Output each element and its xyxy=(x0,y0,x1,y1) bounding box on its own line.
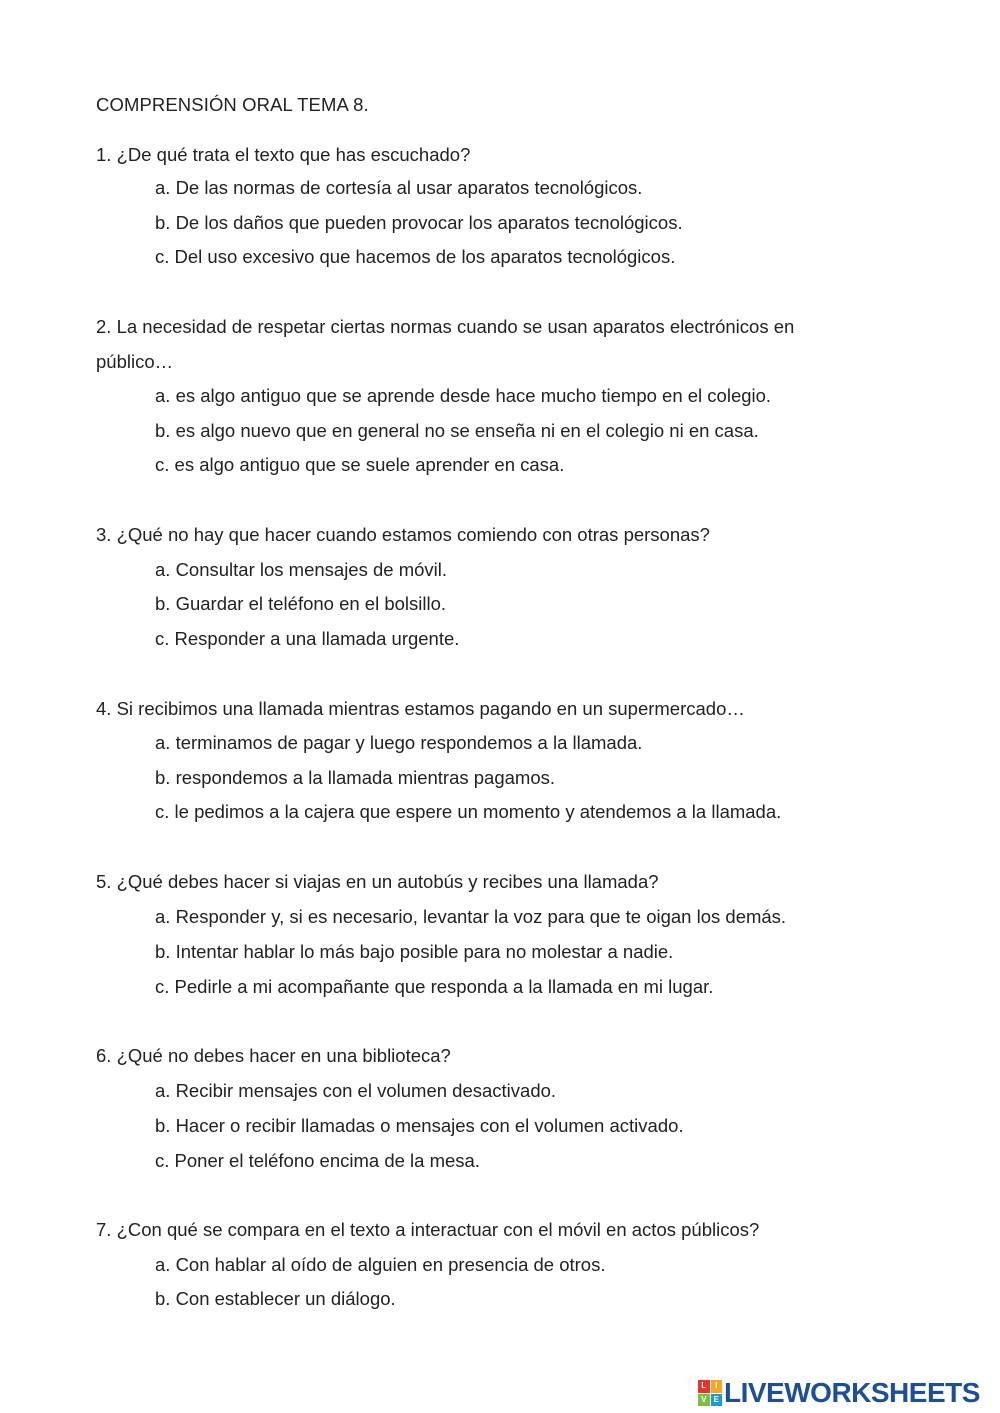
logo-mark-l: L xyxy=(698,1380,710,1393)
question-2-continued: público… xyxy=(96,351,174,372)
question-4-option-c[interactable]: c. le pedimos a la cajera que espere un momento y atendemos a la llamada. xyxy=(155,801,782,822)
logo-mark-v: V xyxy=(698,1394,710,1407)
question-2-option-a[interactable]: a. es algo antiguo que se aprende desde hace mucho tiempo en el colegio. xyxy=(155,385,772,406)
question-3-option-b[interactable]: b. Guardar el teléfono en el bolsillo. xyxy=(155,593,447,614)
question-7-option-b[interactable]: b. Con establecer un diálogo. xyxy=(155,1288,396,1309)
question-1-option-b[interactable]: b. De los daños que pueden provocar los aparatos tecnológicos. xyxy=(155,212,683,233)
question-3-option-c[interactable]: c. Responder a una llamada urgente. xyxy=(155,628,460,649)
question-6-option-c[interactable]: c. Poner el teléfono encima de la mesa. xyxy=(155,1150,480,1171)
question-1-option-a[interactable]: a. De las normas de cortesía al usar aparatos tecnológicos. xyxy=(155,177,643,198)
question-3: 3. ¿Qué no hay que hacer cuando estamos comiendo con otras personas? xyxy=(96,524,710,545)
question-4-option-b[interactable]: b. respondemos a la llamada mientras pagamos. xyxy=(155,767,556,788)
question-5-option-c[interactable]: c. Pedirle a mi acompañante que responda a la llamada en mi lugar. xyxy=(155,976,714,997)
liveworksheets-logo-icon xyxy=(698,1380,722,1406)
question-3-option-a[interactable]: a. Consultar los mensajes de móvil. xyxy=(155,559,448,580)
question-5: 5. ¿Qué debes hacer si viajas en un autobús y recibes una llamada? xyxy=(96,871,659,892)
question-4: 4. Si recibimos una llamada mientras estamos pagando en un supermercado… xyxy=(96,698,745,719)
question-6: 6. ¿Qué no debes hacer en una biblioteca? xyxy=(96,1045,451,1066)
question-2: 2. La necesidad de respetar ciertas normas cuando se usan aparatos electrónicos en xyxy=(96,316,795,337)
question-5-option-a[interactable]: a. Responder y, si es necesario, levantar la voz para que te oigan los demás. xyxy=(155,906,787,927)
liveworksheets-logo[interactable] xyxy=(698,1378,980,1408)
logo-mark-e: E xyxy=(711,1394,723,1407)
question-1: 1. ¿De qué trata el texto que has escuchado? xyxy=(96,144,471,165)
question-4-option-a[interactable]: a. terminamos de pagar y luego respondemos a la llamada. xyxy=(155,732,643,753)
question-6-option-b[interactable]: b. Hacer o recibir llamadas o mensajes con el volumen activado. xyxy=(155,1115,684,1136)
question-2-option-b[interactable]: b. es algo nuevo que en general no se enseña ni en el colegio ni en casa. xyxy=(155,420,759,441)
question-1-option-c[interactable]: c. Del uso excesivo que hacemos de los aparatos tecnológicos. xyxy=(155,246,676,267)
question-6-option-a[interactable]: a. Recibir mensajes con el volumen desactivado. xyxy=(155,1080,557,1101)
page-title: COMPRENSIÓN ORAL TEMA 8. xyxy=(96,94,369,115)
question-7: 7. ¿Con qué se compara en el texto a interactuar con el móvil en actos públicos? xyxy=(96,1219,760,1240)
question-2-option-c[interactable]: c. es algo antiguo que se suele aprender en casa. xyxy=(155,454,565,475)
question-5-option-b[interactable]: b. Intentar hablar lo más bajo posible para no molestar a nadie. xyxy=(155,941,674,962)
logo-text: LIVEWORKSHEETS xyxy=(724,1377,980,1408)
question-7-option-a[interactable]: a. Con hablar al oído de alguien en presencia de otros. xyxy=(155,1254,606,1275)
logo-mark-i: I xyxy=(711,1380,723,1393)
